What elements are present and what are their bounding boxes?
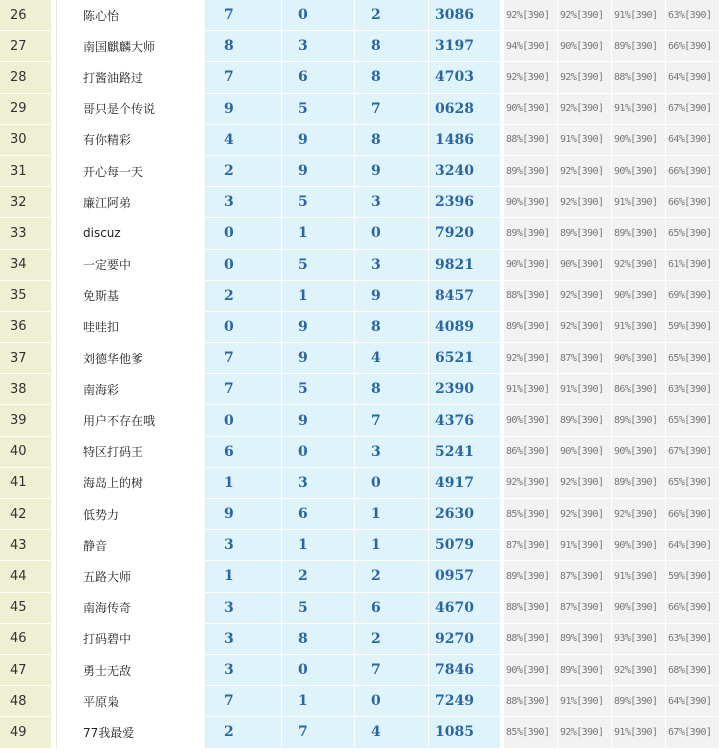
accuracy-2-cell: 92%[390] (558, 0, 612, 31)
digit-2-cell: 6 (282, 62, 355, 93)
accuracy-4-cell: 66%[390] (666, 187, 720, 218)
digit-2-cell: 1 (282, 218, 355, 249)
table-row (0, 187, 720, 218)
table-row (0, 468, 720, 499)
digit-3-cell: 3 (355, 187, 429, 218)
accuracy-4-cell: 63%[390] (666, 624, 720, 655)
accuracy-1-cell: 89%[390] (504, 156, 558, 187)
digit-2-cell: 1 (282, 686, 355, 717)
digit-3-cell: 8 (355, 31, 429, 62)
digit-2-cell: 5 (282, 187, 355, 218)
digit-2-cell: 9 (282, 156, 355, 187)
rank-cell: 29 (0, 94, 52, 125)
digit-2-cell: 8 (282, 624, 355, 655)
digit-1-cell: 0 (206, 312, 282, 343)
digit-3-cell: 4 (355, 717, 429, 748)
digit-1-cell: 7 (206, 62, 282, 93)
accuracy-3-cell: 90%[390] (612, 125, 666, 156)
digit-2-cell: 9 (282, 125, 355, 156)
accuracy-2-cell: 89%[390] (558, 655, 612, 686)
accuracy-4-cell: 63%[390] (666, 374, 720, 405)
rank-cell: 35 (0, 281, 52, 312)
rank-cell: 37 (0, 343, 52, 374)
digit-3-cell: 8 (355, 62, 429, 93)
code-cell: 5079 (429, 530, 501, 561)
accuracy-2-cell: 90%[390] (558, 250, 612, 281)
rank-cell: 26 (0, 0, 52, 31)
accuracy-1-cell: 89%[390] (504, 218, 558, 249)
accuracy-2-cell: 91%[390] (558, 374, 612, 405)
code-cell: 8457 (429, 281, 501, 312)
digit-2-cell: 1 (282, 281, 355, 312)
accuracy-1-cell: 94%[390] (504, 31, 558, 62)
accuracy-1-cell: 87%[390] (504, 530, 558, 561)
code-cell: 7249 (429, 686, 501, 717)
username-cell: 五路大师 (56, 561, 206, 592)
username-cell: 特区打码王 (56, 437, 206, 468)
accuracy-3-cell: 90%[390] (612, 343, 666, 374)
username-cell: 哇哇扣 (56, 312, 206, 343)
accuracy-2-cell: 91%[390] (558, 686, 612, 717)
accuracy-4-cell: 65%[390] (666, 468, 720, 499)
digit-1-cell: 3 (206, 187, 282, 218)
rank-cell: 49 (0, 717, 52, 748)
accuracy-1-cell: 89%[390] (504, 561, 558, 592)
accuracy-1-cell: 90%[390] (504, 187, 558, 218)
table-row (0, 561, 720, 592)
digit-3-cell: 2 (355, 0, 429, 31)
accuracy-3-cell: 91%[390] (612, 187, 666, 218)
username-cell: 有你精彩 (56, 125, 206, 156)
digit-1-cell: 4 (206, 125, 282, 156)
digit-3-cell: 0 (355, 218, 429, 249)
table-row (0, 530, 720, 561)
rank-cell: 31 (0, 156, 52, 187)
accuracy-1-cell: 90%[390] (504, 94, 558, 125)
accuracy-4-cell: 65%[390] (666, 343, 720, 374)
accuracy-3-cell: 90%[390] (612, 156, 666, 187)
accuracy-1-cell: 91%[390] (504, 374, 558, 405)
digit-2-cell: 9 (282, 405, 355, 436)
accuracy-3-cell: 89%[390] (612, 468, 666, 499)
table-row (0, 250, 720, 281)
username-cell: 低势力 (56, 499, 206, 530)
digit-3-cell: 8 (355, 374, 429, 405)
username-cell: 刘德华他爹 (56, 343, 206, 374)
accuracy-2-cell: 91%[390] (558, 125, 612, 156)
digit-3-cell: 9 (355, 281, 429, 312)
digit-3-cell: 8 (355, 312, 429, 343)
digit-2-cell: 5 (282, 374, 355, 405)
accuracy-2-cell: 89%[390] (558, 405, 612, 436)
username-cell: 一定要中 (56, 250, 206, 281)
username-cell: 陈心怡 (56, 0, 206, 31)
accuracy-1-cell: 86%[390] (504, 437, 558, 468)
accuracy-1-cell: 88%[390] (504, 686, 558, 717)
table-row (0, 499, 720, 530)
table-row (0, 374, 720, 405)
digit-2-cell: 0 (282, 0, 355, 31)
accuracy-3-cell: 89%[390] (612, 405, 666, 436)
accuracy-4-cell: 64%[390] (666, 125, 720, 156)
digit-2-cell: 2 (282, 561, 355, 592)
rank-cell: 42 (0, 499, 52, 530)
rank-cell: 28 (0, 62, 52, 93)
digit-3-cell: 6 (355, 593, 429, 624)
table-row (0, 655, 720, 686)
accuracy-4-cell: 61%[390] (666, 250, 720, 281)
code-cell: 4703 (429, 62, 501, 93)
accuracy-2-cell: 92%[390] (558, 717, 612, 748)
digit-3-cell: 8 (355, 125, 429, 156)
table-row (0, 94, 720, 125)
accuracy-4-cell: 66%[390] (666, 31, 720, 62)
code-cell: 9270 (429, 624, 501, 655)
accuracy-1-cell: 92%[390] (504, 62, 558, 93)
digit-2-cell: 7 (282, 717, 355, 748)
code-cell: 4376 (429, 405, 501, 436)
digit-1-cell: 7 (206, 374, 282, 405)
accuracy-2-cell: 90%[390] (558, 31, 612, 62)
accuracy-1-cell: 92%[390] (504, 0, 558, 31)
digit-2-cell: 0 (282, 437, 355, 468)
rank-cell: 33 (0, 218, 52, 249)
digit-1-cell: 2 (206, 156, 282, 187)
accuracy-2-cell: 92%[390] (558, 281, 612, 312)
rank-cell: 27 (0, 31, 52, 62)
digit-3-cell: 7 (355, 94, 429, 125)
accuracy-4-cell: 66%[390] (666, 156, 720, 187)
code-cell: 5241 (429, 437, 501, 468)
code-cell: 3086 (429, 0, 501, 31)
digit-3-cell: 7 (355, 655, 429, 686)
code-cell: 4670 (429, 593, 501, 624)
rank-cell: 43 (0, 530, 52, 561)
table-row (0, 593, 720, 624)
digit-3-cell: 3 (355, 250, 429, 281)
digit-1-cell: 1 (206, 561, 282, 592)
accuracy-2-cell: 87%[390] (558, 593, 612, 624)
digit-2-cell: 3 (282, 468, 355, 499)
accuracy-1-cell: 92%[390] (504, 468, 558, 499)
rank-cell: 44 (0, 561, 52, 592)
code-cell: 7920 (429, 218, 501, 249)
digit-3-cell: 7 (355, 405, 429, 436)
accuracy-1-cell: 85%[390] (504, 499, 558, 530)
accuracy-1-cell: 88%[390] (504, 125, 558, 156)
username-cell: 廉江阿弟 (56, 187, 206, 218)
digit-3-cell: 2 (355, 624, 429, 655)
accuracy-2-cell: 92%[390] (558, 499, 612, 530)
digit-1-cell: 2 (206, 717, 282, 748)
accuracy-3-cell: 86%[390] (612, 374, 666, 405)
accuracy-4-cell: 68%[390] (666, 655, 720, 686)
code-cell: 1085 (429, 717, 501, 748)
rank-cell: 32 (0, 187, 52, 218)
digit-2-cell: 5 (282, 593, 355, 624)
accuracy-2-cell: 89%[390] (558, 218, 612, 249)
username-cell: 免斯基 (56, 281, 206, 312)
digit-1-cell: 0 (206, 218, 282, 249)
accuracy-1-cell: 88%[390] (504, 593, 558, 624)
accuracy-2-cell: 87%[390] (558, 561, 612, 592)
accuracy-3-cell: 91%[390] (612, 561, 666, 592)
accuracy-3-cell: 93%[390] (612, 624, 666, 655)
table-row (0, 31, 720, 62)
accuracy-3-cell: 92%[390] (612, 655, 666, 686)
digit-3-cell: 9 (355, 156, 429, 187)
accuracy-2-cell: 89%[390] (558, 624, 612, 655)
table-row (0, 218, 720, 249)
digit-2-cell: 1 (282, 530, 355, 561)
accuracy-3-cell: 91%[390] (612, 312, 666, 343)
accuracy-3-cell: 89%[390] (612, 686, 666, 717)
rank-cell: 41 (0, 468, 52, 499)
digit-1-cell: 3 (206, 530, 282, 561)
accuracy-3-cell: 91%[390] (612, 94, 666, 125)
digit-1-cell: 9 (206, 94, 282, 125)
accuracy-3-cell: 89%[390] (612, 218, 666, 249)
accuracy-3-cell: 90%[390] (612, 437, 666, 468)
digit-1-cell: 3 (206, 624, 282, 655)
username-cell: 打码碧中 (56, 624, 206, 655)
digit-2-cell: 9 (282, 312, 355, 343)
code-cell: 0628 (429, 94, 501, 125)
digit-1-cell: 3 (206, 593, 282, 624)
accuracy-3-cell: 89%[390] (612, 31, 666, 62)
accuracy-4-cell: 64%[390] (666, 62, 720, 93)
accuracy-1-cell: 90%[390] (504, 250, 558, 281)
accuracy-2-cell: 92%[390] (558, 187, 612, 218)
accuracy-1-cell: 88%[390] (504, 281, 558, 312)
username-cell: 打酱油路过 (56, 62, 206, 93)
digit-3-cell: 4 (355, 343, 429, 374)
digit-1-cell: 6 (206, 437, 282, 468)
code-cell: 2630 (429, 499, 501, 530)
accuracy-4-cell: 64%[390] (666, 530, 720, 561)
digit-2-cell: 0 (282, 655, 355, 686)
table-row (0, 125, 720, 156)
username-cell: 静音 (56, 530, 206, 561)
digit-3-cell: 0 (355, 468, 429, 499)
accuracy-1-cell: 85%[390] (504, 717, 558, 748)
username-cell: 南海传奇 (56, 593, 206, 624)
table-row (0, 437, 720, 468)
digit-3-cell: 2 (355, 561, 429, 592)
accuracy-3-cell: 91%[390] (612, 0, 666, 31)
accuracy-4-cell: 69%[390] (666, 281, 720, 312)
accuracy-3-cell: 90%[390] (612, 593, 666, 624)
accuracy-1-cell: 88%[390] (504, 624, 558, 655)
rank-cell: 39 (0, 405, 52, 436)
digit-1-cell: 9 (206, 499, 282, 530)
username-cell: 海岛上的树 (56, 468, 206, 499)
username-cell: 哥只是个传说 (56, 94, 206, 125)
code-cell: 3197 (429, 31, 501, 62)
digit-3-cell: 0 (355, 686, 429, 717)
username-cell: 开心每一天 (56, 156, 206, 187)
rank-cell: 34 (0, 250, 52, 281)
digit-1-cell: 0 (206, 250, 282, 281)
digit-1-cell: 8 (206, 31, 282, 62)
table-row (0, 405, 720, 436)
digit-1-cell: 7 (206, 343, 282, 374)
table-row (0, 686, 720, 717)
table-row (0, 281, 720, 312)
accuracy-4-cell: 59%[390] (666, 312, 720, 343)
rank-cell: 40 (0, 437, 52, 468)
accuracy-4-cell: 65%[390] (666, 405, 720, 436)
digit-2-cell: 5 (282, 250, 355, 281)
accuracy-4-cell: 66%[390] (666, 499, 720, 530)
rank-cell: 30 (0, 125, 52, 156)
code-cell: 2390 (429, 374, 501, 405)
accuracy-4-cell: 67%[390] (666, 437, 720, 468)
accuracy-3-cell: 90%[390] (612, 530, 666, 561)
accuracy-1-cell: 90%[390] (504, 405, 558, 436)
digit-2-cell: 6 (282, 499, 355, 530)
accuracy-2-cell: 92%[390] (558, 468, 612, 499)
username-cell: 用户不存在哦 (56, 405, 206, 436)
accuracy-2-cell: 87%[390] (558, 343, 612, 374)
digit-3-cell: 1 (355, 499, 429, 530)
accuracy-4-cell: 59%[390] (666, 561, 720, 592)
digit-1-cell: 1 (206, 468, 282, 499)
accuracy-4-cell: 67%[390] (666, 717, 720, 748)
accuracy-4-cell: 65%[390] (666, 218, 720, 249)
table-row (0, 156, 720, 187)
table-row (0, 0, 720, 31)
accuracy-2-cell: 90%[390] (558, 437, 612, 468)
digit-1-cell: 0 (206, 405, 282, 436)
username-cell: 南国麒麟大师 (56, 31, 206, 62)
accuracy-2-cell: 91%[390] (558, 530, 612, 561)
accuracy-2-cell: 92%[390] (558, 62, 612, 93)
rank-cell: 38 (0, 374, 52, 405)
accuracy-2-cell: 92%[390] (558, 94, 612, 125)
digit-1-cell: 3 (206, 655, 282, 686)
accuracy-4-cell: 67%[390] (666, 94, 720, 125)
table-row (0, 343, 720, 374)
table-row (0, 717, 720, 748)
code-cell: 0957 (429, 561, 501, 592)
accuracy-1-cell: 89%[390] (504, 312, 558, 343)
accuracy-3-cell: 91%[390] (612, 717, 666, 748)
digit-2-cell: 3 (282, 31, 355, 62)
digit-2-cell: 9 (282, 343, 355, 374)
accuracy-2-cell: 92%[390] (558, 156, 612, 187)
code-cell: 9821 (429, 250, 501, 281)
accuracy-3-cell: 88%[390] (612, 62, 666, 93)
digit-1-cell: 7 (206, 0, 282, 31)
rank-cell: 36 (0, 312, 52, 343)
code-cell: 3240 (429, 156, 501, 187)
accuracy-2-cell: 92%[390] (558, 312, 612, 343)
username-cell: 平原枭 (56, 686, 206, 717)
table-row (0, 312, 720, 343)
code-cell: 2396 (429, 187, 501, 218)
code-cell: 6521 (429, 343, 501, 374)
table-row (0, 624, 720, 655)
table-row (0, 62, 720, 93)
rank-cell: 48 (0, 686, 52, 717)
accuracy-4-cell: 66%[390] (666, 593, 720, 624)
rank-cell: 47 (0, 655, 52, 686)
rank-cell: 46 (0, 624, 52, 655)
accuracy-1-cell: 90%[390] (504, 655, 558, 686)
digit-1-cell: 2 (206, 281, 282, 312)
digit-3-cell: 1 (355, 530, 429, 561)
code-cell: 4917 (429, 468, 501, 499)
username-cell: discuz (56, 218, 206, 249)
rank-cell: 45 (0, 593, 52, 624)
code-cell: 4089 (429, 312, 501, 343)
digit-1-cell: 7 (206, 686, 282, 717)
accuracy-1-cell: 92%[390] (504, 343, 558, 374)
accuracy-4-cell: 64%[390] (666, 686, 720, 717)
username-cell: 勇士无敌 (56, 655, 206, 686)
accuracy-3-cell: 90%[390] (612, 281, 666, 312)
accuracy-4-cell: 63%[390] (666, 0, 720, 31)
username-cell: 77我最爱 (56, 717, 206, 748)
code-cell: 7846 (429, 655, 501, 686)
digit-3-cell: 3 (355, 437, 429, 468)
digit-2-cell: 5 (282, 94, 355, 125)
username-cell: 南海彩 (56, 374, 206, 405)
accuracy-3-cell: 92%[390] (612, 499, 666, 530)
accuracy-3-cell: 92%[390] (612, 250, 666, 281)
code-cell: 1486 (429, 125, 501, 156)
